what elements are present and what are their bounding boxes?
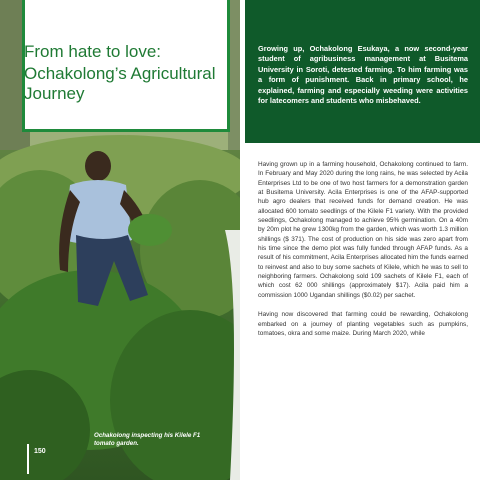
page-title: From hate to love: — [24, 42, 162, 61]
body-paragraph: Having now discovered that farming could be rewarding, Ochakolong embarked on a journey of planting vegetables such as pumpkins, tomatoes, okra and some maize. During March 2020, while — [258, 311, 468, 337]
intro-panel — [245, 0, 480, 143]
body-column — [258, 160, 468, 348]
page-number: 150 — [34, 448, 46, 455]
page-number-divider — [27, 444, 29, 474]
body-paragraph: Having grown up in a farming household, Ochakolong continued to farm. In February and May 2020 during the long rains, he was selected by Acila Enterprises Ltd to be one of two host farmers for a demonstration garden at Busitema University. Acila Enterprises is one of the AFAP-supported hub agro dealers that received funds for demand creation. He was allocated 600 tomato seedlings of the Kilele F1 variety. With the provided seedlings, Ochakolong managed to achieve 95% germination. On a 40m by 20m plot he grew 1300kg from the garden, which was worth 1.3 million shillings ($ 371). The cost of production on his side was zero apart from his time since the demo plot was fully funded through AFAP funds. As a result of his commitment, Acila Enterprises allocated him the funds earned to reinvest and also to buy some sachets of Kilele, which he was to sell to neighboring farmers. Ochakolong sold 109 sachets of Kilele F1, each of which cost 62 000 shillings (approximately $17). Acila paid him a commission 1000 Ugandan shillings ($0.02) per sachet. — [258, 161, 468, 299]
photo-caption: Ochakolong inspecting his Kilele F1 tomato garden. — [94, 432, 201, 447]
intro-text: Growing up, Ochakolong Esukaya, a now second-year student of agribusiness management at Busitema University in Soroti, detested farming. To him farming was a form of punishment. Back in primary school, he explained, farming and especially weeding were activities for latecomers and students who misbehaved. — [258, 44, 468, 106]
page-subtitle: Ochakolong’s Agricultural Journey — [24, 64, 216, 103]
